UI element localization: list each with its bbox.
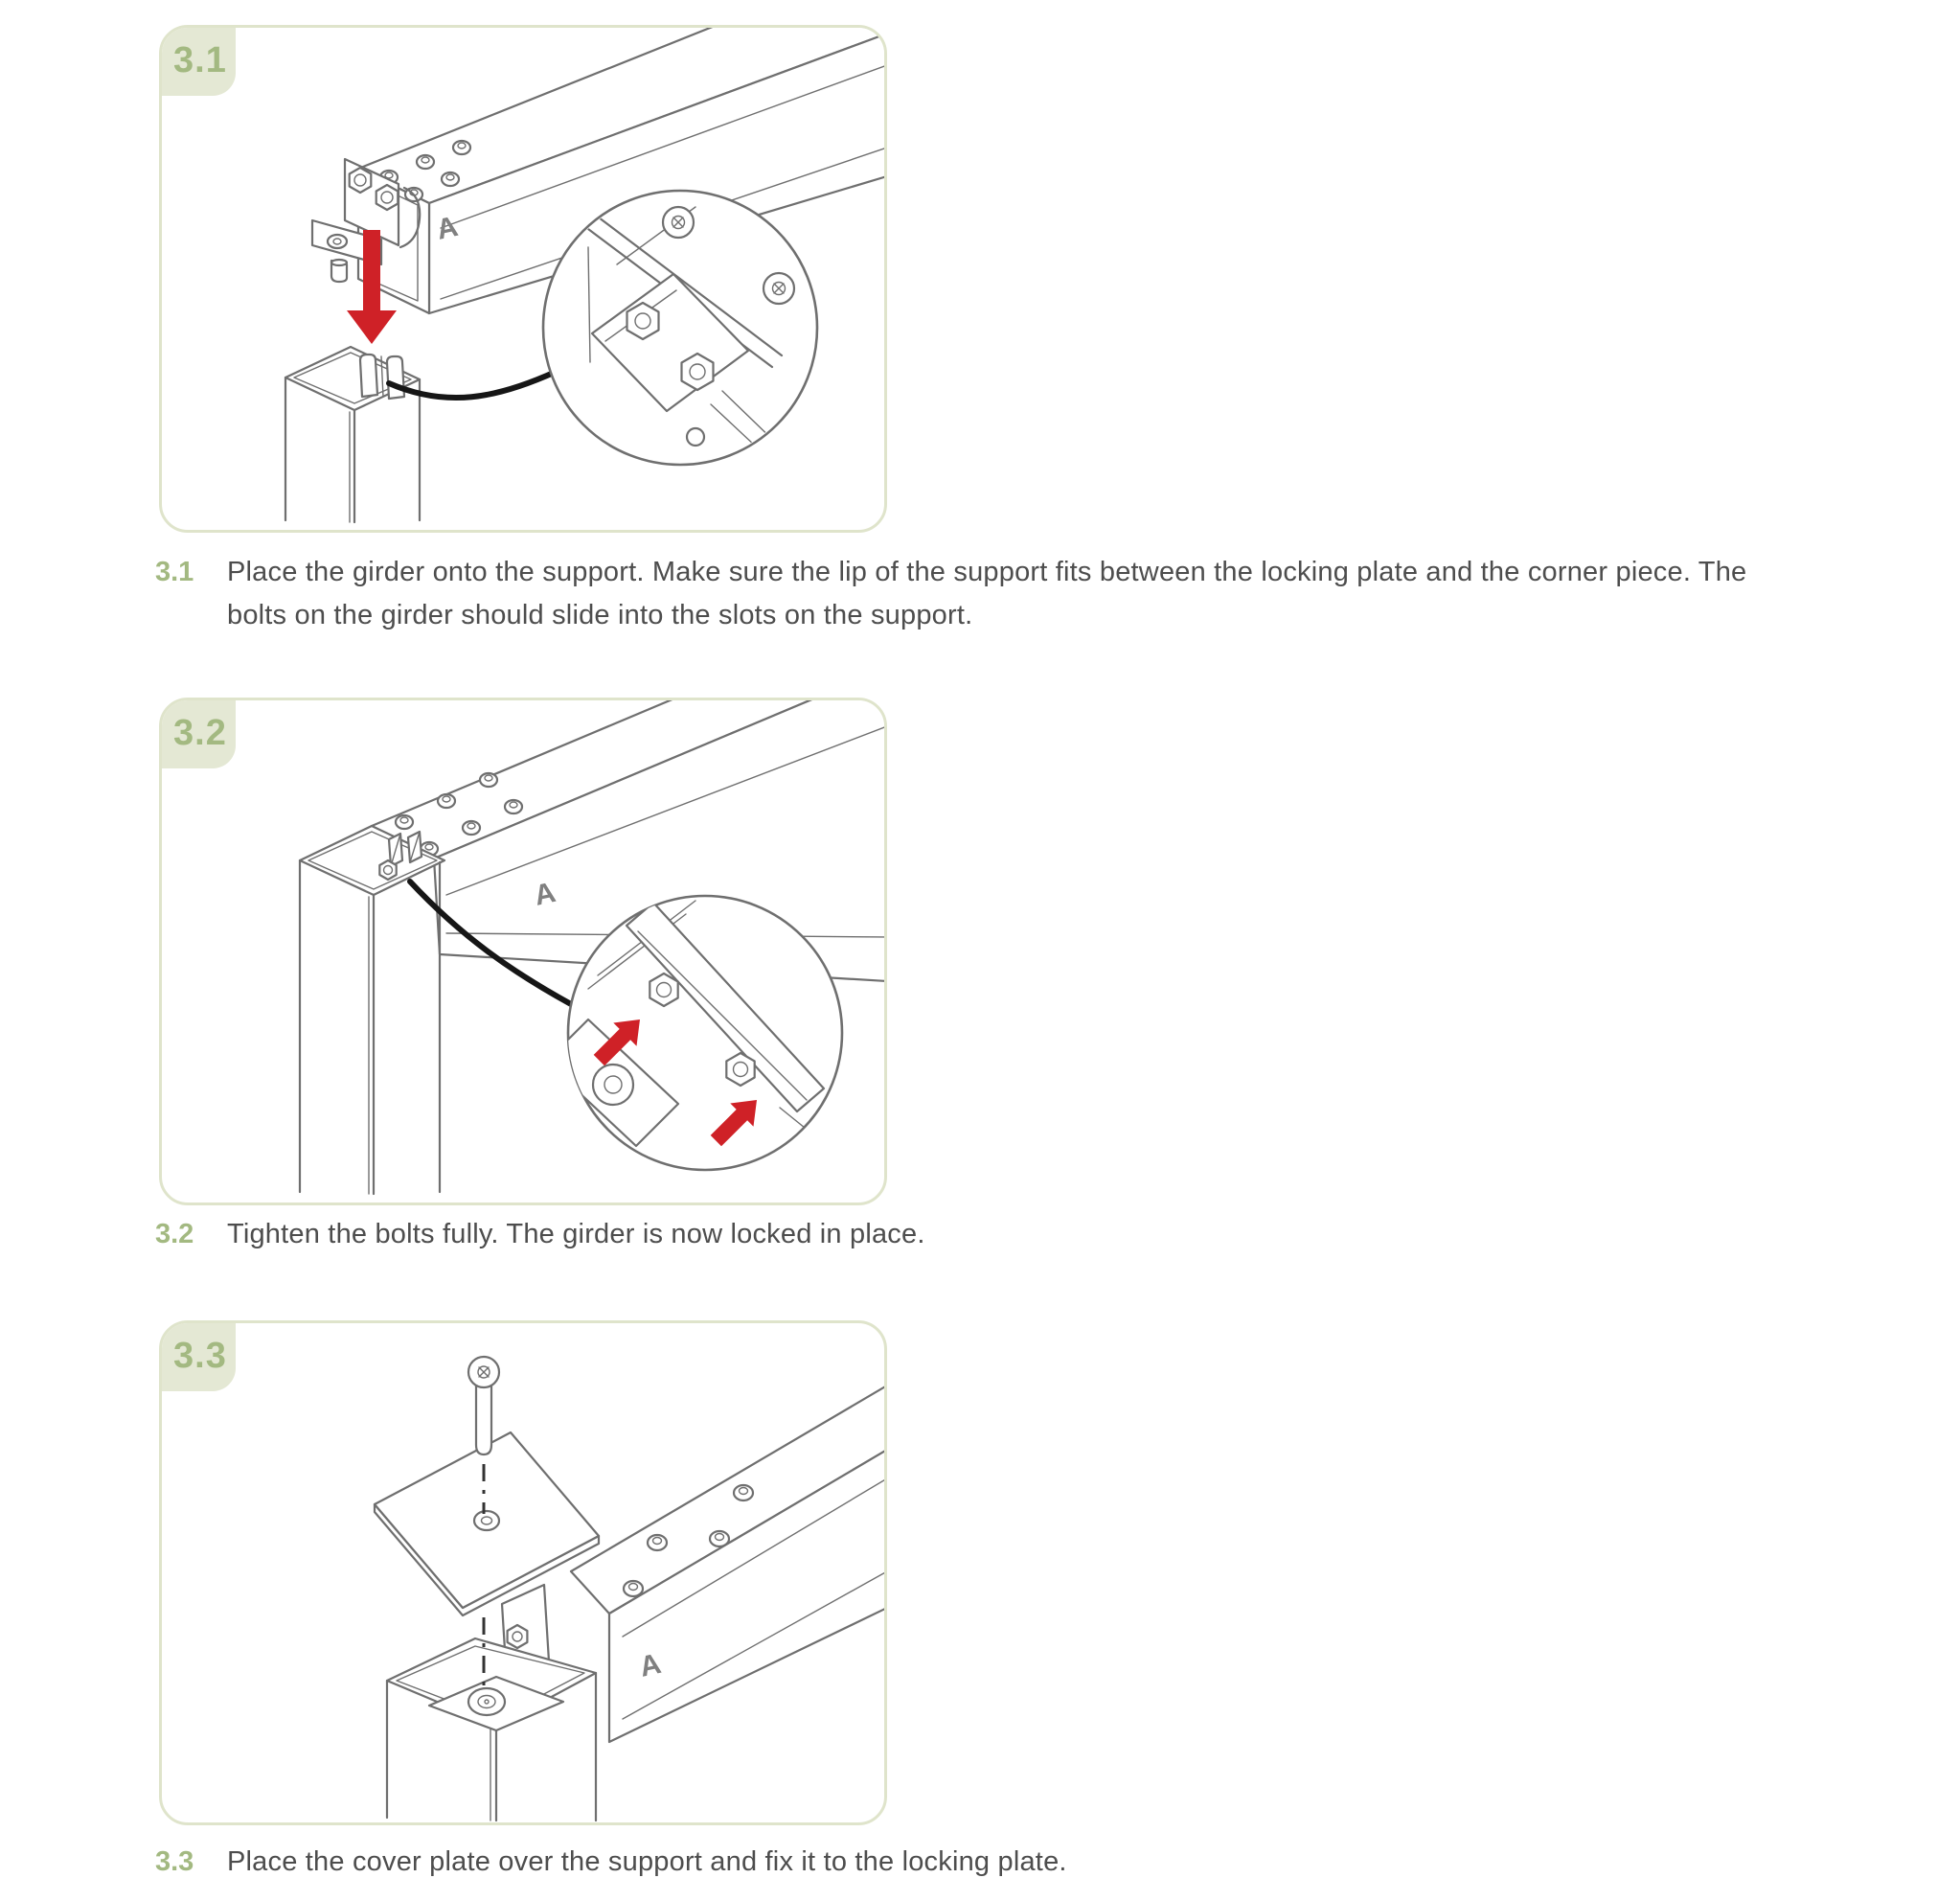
step-badge: 3.2 <box>159 698 236 768</box>
step-caption-3-1 <box>155 551 1781 637</box>
support-post <box>387 1638 596 1821</box>
step-badge: 3.1 <box>159 25 236 96</box>
step-badge: 3.3 <box>159 1320 236 1391</box>
step-number: 3.3 <box>155 1846 194 1877</box>
support-post <box>300 826 444 1194</box>
step-panel-3-3 <box>159 1320 887 1825</box>
magnifier-detail <box>543 191 817 465</box>
step-number: 3.1 <box>155 557 194 587</box>
step-number: 3.2 <box>155 1219 194 1249</box>
support-post <box>285 347 420 522</box>
step-instruction-text: Tighten the bolts fully. The girder is now locked in place. <box>227 1219 925 1249</box>
step-panel-3-1 <box>159 25 887 533</box>
step-caption-3-2 <box>155 1213 925 1256</box>
brand-logo-a: A <box>531 876 558 912</box>
cover-plate <box>375 1432 599 1615</box>
illustration-tighten-bolts <box>159 698 887 1205</box>
step-instruction-text: Place the girder onto the support. Make sure the lip of the support fits between the locking plate and the corner piece. The bolts on the girder should slide into the slots on the support. <box>227 557 1747 630</box>
locking-plate-hole <box>468 1688 505 1715</box>
girder <box>571 1386 887 1742</box>
illustration-girder-onto-support <box>159 25 887 533</box>
illustration-cover-plate <box>159 1320 887 1825</box>
brand-logo-a: A <box>433 210 461 246</box>
step-panel-3-2 <box>159 698 887 1205</box>
step-caption-3-3 <box>155 1841 1067 1884</box>
rim-bolt <box>379 860 396 880</box>
step-instruction-text: Place the cover plate over the support and fix it to the locking plate. <box>227 1846 1067 1877</box>
brand-logo-a: A <box>636 1647 664 1683</box>
